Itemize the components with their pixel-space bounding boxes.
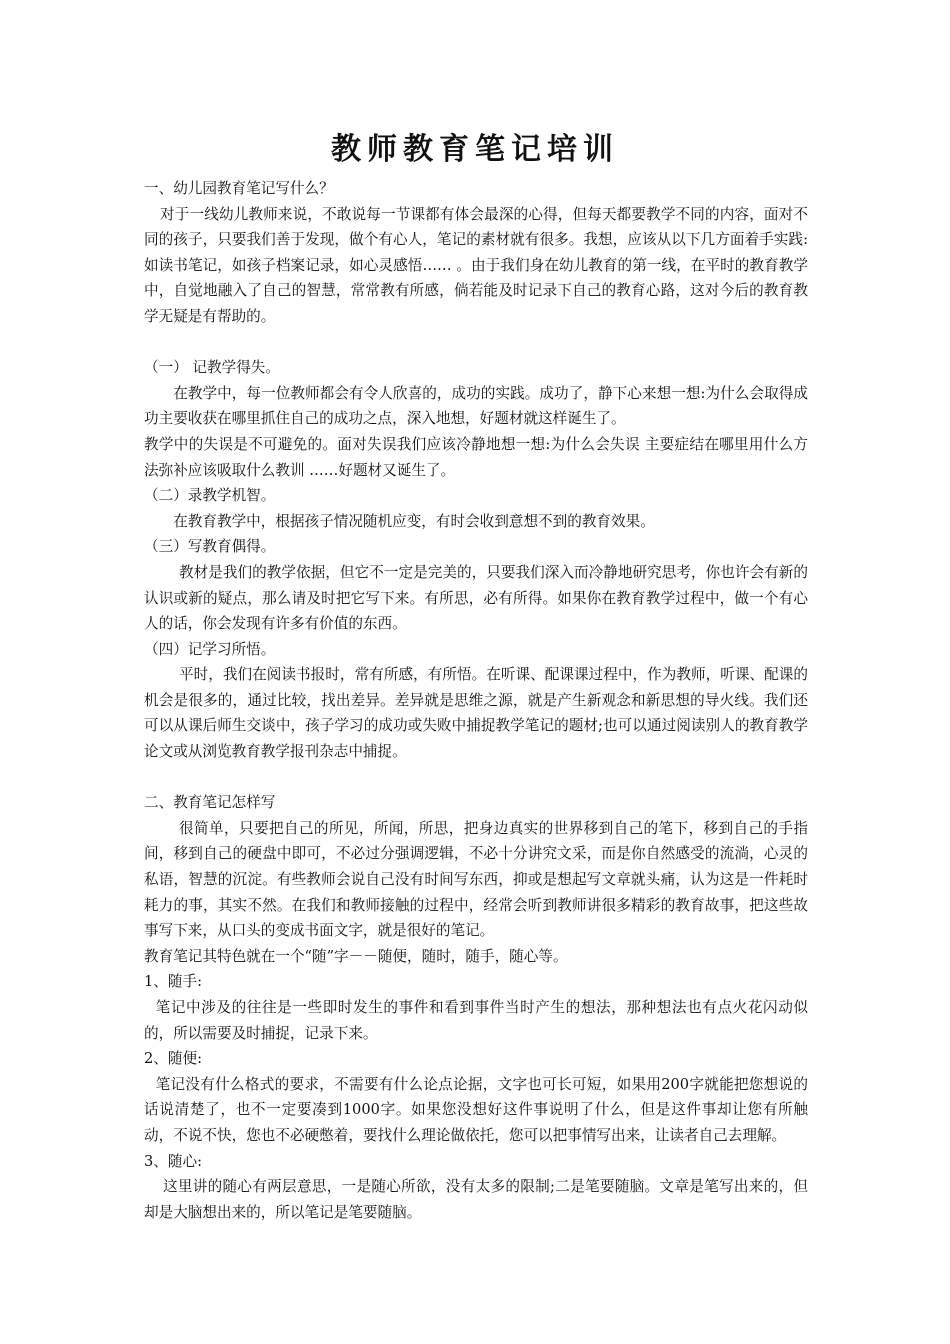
- item1-paragraph-1: 在教学中，每一位教师都会有令人欣喜的，成功的实践。成功了，静下心来想一想:为什么会取得成功主要收获在哪里抓住自己的成功之点，深入地想，好题材就这样诞生了。: [144, 384, 808, 428]
- section2-heading: 二、教育笔记怎样写: [144, 794, 276, 812]
- point3-text: 这里讲的随心有两层意思，一是随心所欲，没有太多的限制;二是笔要随脑。文章是笔写出来的，但却是大脑想出来的，所以笔记是笔要随脑。: [144, 1178, 808, 1221]
- item3-heading: （三）写教育偶得。: [144, 538, 276, 556]
- spacer: [144, 765, 808, 791]
- section1-heading: 一、幼儿园教育笔记写什么？: [144, 180, 334, 197]
- point3-heading: 3、随心:: [144, 1152, 202, 1170]
- point1-heading: 1、随手:: [144, 973, 202, 991]
- item4-heading: （四）记学习所悟。: [144, 640, 276, 658]
- item2-heading: （二）录教学机智。: [144, 487, 276, 505]
- point2-text: 笔记没有什么格式的要求，不需要有什么论点论据，文字也可长可短，如果用200字就能把您想说的话说清楚了，也不一定要凑到1000字。如果您没想好这件事说明了什么，但是这件事却让您有所触动，不说不快，您也不必硬憋着，要找什么理论做依托，您可以把事情写出来，让读者自己去理解。: [144, 1075, 808, 1144]
- section2-feature: 教育笔记其特色就在一个“随”字－－随便，随时，随手，随心等。: [144, 947, 568, 965]
- item1-paragraph-2: 教学中的失误是不可避免的。面对失误我们应该冷静地想一想:为什么会失误 主要症结在哪里用什么方法弥补应该吸取什么教训 ……好题材又诞生了。: [144, 435, 808, 479]
- point2-heading: 2、随便:: [144, 1050, 202, 1068]
- point1-text: 笔记中涉及的往往是一些即时发生的事件和看到事件当时产生的想法，那种想法也有点火花闪动似的，所以需要及时捕捉，记录下来。: [144, 999, 808, 1042]
- item2-paragraph-1: 在教育教学中，根据孩子情况随机应变，有时会收到意想不到的教育效果。: [173, 512, 655, 530]
- document-title: 教师教育笔记培训: [331, 132, 619, 167]
- item1-heading: （一） 记教学得失。: [144, 359, 280, 377]
- document-body: [144, 176, 808, 1225]
- item4-paragraph-1: 平时，我们在阅读书报时，常有所感，有所悟。在听课、配课课过程中，作为教师，听课、配课的机会是很多的，通过比较，找出差异。差异就是思维之源，就是产生新观念和新思想的导火线。我们还可以从课后师生交谈中，孩子学习的成功或失败中捕捉教学笔记的题材;也可以通过阅读别人的教育教学论文或从浏览教育教学报刊杂志中捕捉。: [144, 666, 808, 761]
- item3-paragraph-1: 教材是我们的教学依据，但它不一定是完美的，只要我们深入而冷静地研究思考，你也许会有新的认识或新的疑点，那么请及时把它写下来。有所思，必有所得。如果你在教育教学过程中，做一个有心人的话，你会发现有许多有价值的东西。: [144, 563, 808, 633]
- section1-intro: 对于一线幼儿教师来说，不敢说每一节课都有体会最深的心得，但每天都要教学不同的内容，面对不同的孩子，只要我们善于发现，做个有心人，笔记的素材就有很多。我想，应该从以下几方面着手实践:如读书笔记，如孩子档案记录，如心灵感悟…… 。由于我们身在幼儿教育的第一线，在平时的教育教学中，自觉地融入了自己的智慧，常常教有所感，倘若能及时记录下自己的教育心路，这对今后的教育教学无疑是有帮助的。: [144, 205, 808, 325]
- section2-intro: 很简单，只要把自己的所见，所闻，所思，把身边真实的世界移到自己的笔下，移到自己的手指间，移到自己的硬盘中即可，不必过分强调逻辑，不必十分讲究文采，而是你自然感受的流淌，心灵的私语，智慧的沉淀。有些教师会说自己没有时间写东西，抑或是想起写文章就头痛，认为这是一件耗时耗力的事，其实不然。在我们和教师接触的过程中，经常会听到教师讲很多精彩的教育故事，把这些故事写下来，从口头的变成书面文字，就是很好的笔记。: [144, 819, 808, 940]
- spacer: [144, 330, 808, 356]
